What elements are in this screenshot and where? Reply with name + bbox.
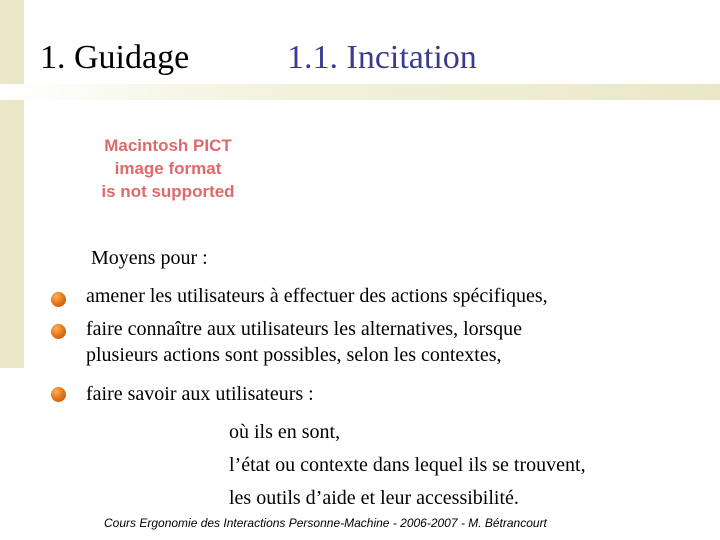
bullet-item-3: faire savoir aux utilisateurs : (86, 383, 314, 405)
footer-credit: Cours Ergonomie des Interactions Personne-Machine - 2006-2007 - M. Bétrancourt (104, 516, 547, 530)
placeholder-line: image format (114, 159, 222, 178)
subsection-title: 1.1. Incitation (287, 39, 477, 76)
title-underline-band (0, 84, 720, 100)
bullet-icon (51, 387, 66, 402)
placeholder-line: is not supported (101, 182, 235, 201)
sub-item-3: les outils d’aide et leur accessibilité. (229, 487, 519, 509)
bullet-item-2-line-1: faire connaître aux utilisateurs les alternatives, lorsque (86, 318, 522, 340)
sub-item-2: l’état ou contexte dans lequel ils se trouvent, (229, 454, 586, 476)
bullet-icon (51, 292, 66, 307)
bullet-item-2-line-2: plusieurs actions sont possibles, selon les contextes, (86, 344, 502, 366)
placeholder-line: Macintosh PICT (104, 136, 232, 155)
intro-text: Moyens pour : (91, 247, 208, 269)
bullet-item-1: amener les utilisateurs à effectuer des actions spécifiques, (86, 285, 548, 307)
unsupported-image-placeholder (78, 134, 258, 203)
section-title: 1. Guidage (40, 39, 190, 76)
sub-item-1: où ils en sont, (229, 421, 341, 443)
bullet-icon (51, 324, 66, 339)
left-accent-bar (0, 0, 24, 368)
